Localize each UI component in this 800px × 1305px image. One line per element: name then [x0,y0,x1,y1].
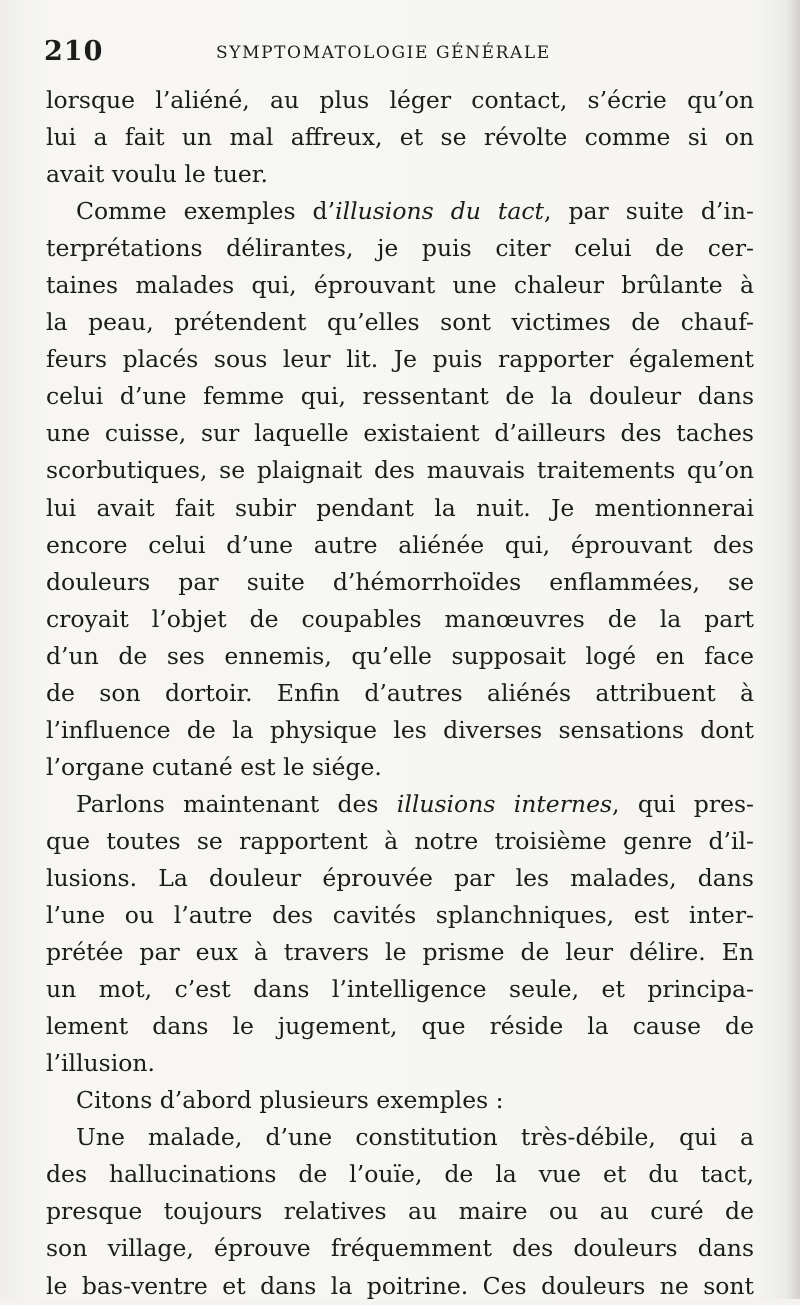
text-line: l’organe cutané est le siége. [46,752,382,781]
text-line: lusions. La douleur éprouvée par les malades, dans [46,863,754,892]
text-line: une cuisse, sur laquelle existaient d’ailleurs des taches [46,419,754,448]
text-line: scorbutiques, se plaignait des mauvais traitements qu’on [46,456,754,485]
page-number: 210 [44,36,104,67]
text-line: lui a fait un mal affreux, et se révolte comme si on [46,123,754,152]
text-line: Citons d’abord plusieurs exemples : [76,1086,504,1115]
text-line: croyait l’objet de coupables manœuvres de la part [46,604,754,633]
text-line: l’une ou l’autre des cavités splanchniques, est inter- [46,901,754,930]
text-line: celui d’une femme qui, ressentant de la douleur dans [46,382,754,411]
text-line: terprétations délirantes, je puis citer celui de cer- [46,234,754,263]
text-line: que toutes se rapportent à notre troisième genre d’il- [46,826,754,855]
text-line: Parlons maintenant des illusions internes, qui pres- [76,789,754,818]
text-line: l’influence de la physique les diverses sensations dont [46,715,754,744]
text-line: prétée par eux à travers le prisme de leur délire. En [46,938,754,967]
page-edge-shadow [786,0,800,1299]
text-line: lui avait fait subir pendant la nuit. Je mentionnerai [46,493,754,522]
text-line: taines malades qui, éprouvant une chaleur brûlante à [46,271,754,300]
text-line: d’un de ses ennemis, qu’elle supposait logé en face [46,641,754,670]
text-line: encore celui d’une autre aliénée qui, éprouvant des [46,530,754,559]
text-line: presque toujours relatives au maire ou au curé de [46,1197,754,1226]
text-line: un mot, c’est dans l’intelligence seule, et principa- [46,975,754,1004]
text-line: avait voulu le tuer. [46,160,268,189]
text-line: Une malade, d’une constitution très-débile, qui a [76,1123,754,1152]
running-head: SYMPTOMATOLOGIE GÉNÉRALE [216,43,551,63]
text-line: douleurs par suite d’hémorrhoïdes enflammées, se [46,567,754,596]
text-line: la peau, prétendent qu’elles sont victimes de chauf- [46,308,754,337]
text-line: son village, éprouve fréquemment des douleurs dans [46,1234,754,1263]
text-line: de son dortoir. Enfin d’autres aliénés attribuent à [46,678,754,707]
text-line: feurs placés sous leur lit. Je puis rapporter également [46,345,754,374]
text-line: lorsque l’aliéné, au plus léger contact, s’écrie qu’on [46,86,754,114]
text-line: Comme exemples d’illusions du tact, par suite d’in- [76,197,754,226]
page-header [44,36,756,72]
text-line: l’illusion. [46,1049,155,1078]
body-text [46,82,754,1305]
text-line: lement dans le jugement, que réside la cause de [46,1012,754,1041]
text-line: des hallucinations de l’ouïe, de la vue et du tact, [46,1160,754,1189]
text-line: le bas-ventre et dans la poitrine. Ces douleurs ne sont [46,1271,754,1300]
